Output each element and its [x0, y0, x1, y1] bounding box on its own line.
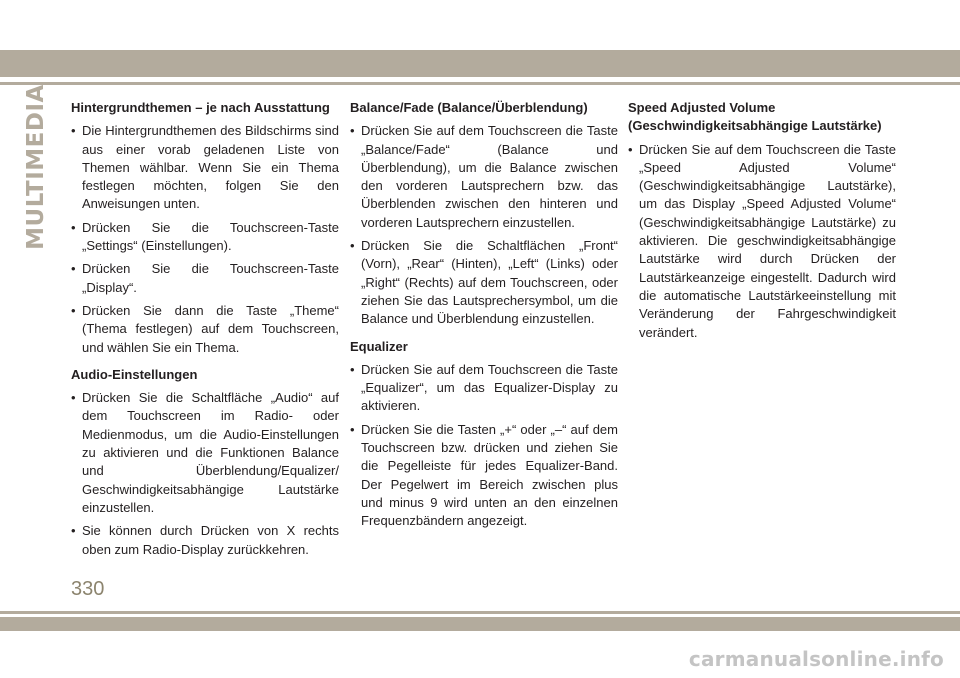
section-tab — [16, 84, 56, 250]
list-item: • Drücken Sie die Schaltfläche „Audio“ auf dem Touchscreen im Radio- oder Medienmodus, um die Audio-Einstellungen zu aktivieren und die Funktionen Balance und Überblendung/Equalizer/ Geschwindigkeitsabhängige Lautstärke einzustellen. — [71, 390, 339, 515]
heading-background-themes: Hintergrundthemen – je nach Ausstattung — [71, 100, 330, 115]
list-item: • Drücken Sie die Schaltflächen „Front“ (Vorn), „Rear“ (Hinten), „Left“ (Links) oder „Right“ (Rechts) auf dem Touchscreen, oder ziehen Sie das Lautsprechersymbol, um die Balance und Überblendung einzustellen. — [350, 238, 618, 327]
bullet-mark: • — [350, 123, 355, 139]
column-3 — [628, 99, 896, 347]
list-item: • Drücken Sie die Touchscreen-Taste „Settings“ (Einstellungen). — [71, 219, 339, 254]
bullet-mark: • — [71, 261, 76, 277]
heading-speed-adjusted-volume: Speed Adjusted Volume (Geschwindigkeitsabhängige Lautstärke) — [628, 100, 882, 134]
bullet-mark: • — [71, 219, 76, 235]
bullet-mark: • — [628, 141, 633, 157]
list-item: • Drücken Sie auf dem Touchscreen die Taste „Equalizer“, um das Equalizer-Display zu aktivieren. — [350, 361, 618, 414]
bullet-mark: • — [71, 390, 76, 406]
bullet-mark: • — [350, 421, 355, 437]
bullet-mark: • — [350, 361, 355, 377]
footer-rule — [0, 611, 960, 614]
header-rule — [0, 82, 960, 85]
bullet-mark: • — [71, 302, 76, 318]
list-item: • Drücken Sie auf dem Touchscreen die Taste „Speed Adjusted Volume“ (Geschwindigkeitsabhängige Lautstärke), um das Display „Speed Adjusted Volume“ (Geschwindigkeitsabhängige Lautstärke) zu aktivieren. Die geschwindigkeitsabhängige Lautstärke wird durch Drücken der Lautstärkeanzeige eingestellt. Dadurch wird die automatische Lautstärkeeinstellung mit Veränderung der Fahrgeschwindigkeit verändert. — [628, 141, 896, 340]
list-item: • Die Hintergrundthemen des Bildschirms sind aus einer vorab geladenen Liste von Themen wählbar. Wenn Sie ein Thema festlegen möchten, folgen Sie den Anweisungen unten. — [71, 123, 339, 212]
list-item: • Drücken Sie dann die Taste „Theme“ (Thema festlegen) auf dem Touchscreen, und wählen Sie ein Thema. — [71, 302, 339, 355]
heading-audio-settings: Audio-Einstellungen — [71, 366, 198, 382]
bullet-mark: • — [71, 523, 76, 539]
column-1 — [71, 99, 339, 564]
bullet-mark: • — [350, 238, 355, 254]
watermark: carmanualsonline.info — [688, 647, 944, 671]
heading-balance-fade: Balance/Fade (Balance/Überblendung) — [350, 100, 588, 115]
heading-equalizer: Equalizer — [350, 338, 408, 354]
header-band — [0, 50, 960, 77]
footer-band — [0, 617, 960, 631]
list-item: • Drücken Sie die Tasten „+“ oder „–“ auf dem Touchscreen bzw. drücken und ziehen Sie die Pegelleiste für jedes Equalizer-Band. Der Pegelwert im Bereich zwischen plus und minus 9 wird unten an den einzelnen Frequenzbändern angezeigt. — [350, 421, 618, 529]
page-number: 330 — [71, 578, 105, 600]
list-item: • Drücken Sie auf dem Touchscreen die Taste „Balance/Fade“ (Balance und Überblendung), um die Balance zwischen den vorderen Lautsprechern bzw. das Überblenden zwischen den hinteren und vorderen Lautsprechern einzustellen. — [350, 123, 618, 230]
column-2 — [350, 99, 618, 536]
list-item: • Sie können durch Drücken von X rechts oben zum Radio-Display zurückkehren. — [71, 523, 339, 557]
list-item: • Drücken Sie die Touchscreen-Taste „Display“. — [71, 261, 339, 295]
section-tab-label: MULTIMEDIA — [23, 84, 49, 250]
bullet-mark: • — [71, 123, 76, 139]
